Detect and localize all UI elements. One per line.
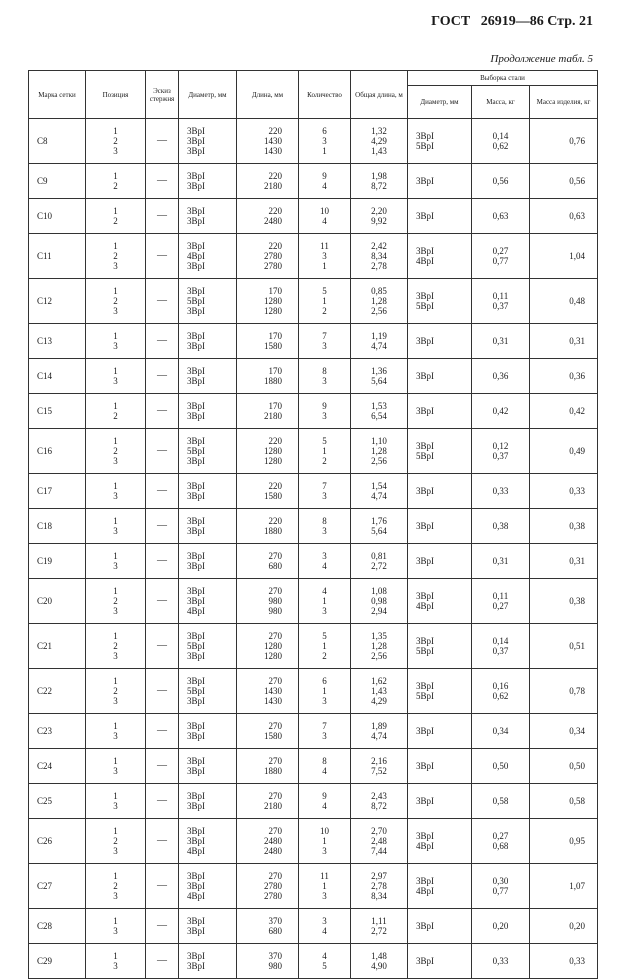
- cell-length: 270 2780 2780: [237, 864, 299, 909]
- cell-diameter: 3ВрI 3ВрI: [179, 199, 237, 234]
- cell-position: 1 2 3: [86, 624, 146, 669]
- cell-sel-mass: 0,20: [472, 909, 530, 944]
- cell-total-length: 2,70 2,48 7,44: [351, 819, 408, 864]
- cell-sel-mass: 0,31: [472, 544, 530, 579]
- cell-length: 270 680: [237, 544, 299, 579]
- col-diameter: Диаметр, мм: [179, 71, 237, 119]
- col-sel-mass: Масса, кг: [472, 86, 530, 119]
- table-row: [29, 714, 598, 749]
- cell-sel-mass: 0,27 0,77: [472, 234, 530, 279]
- cell-item-mass: 0,63: [530, 199, 598, 234]
- cell-position: 1 2: [86, 164, 146, 199]
- cell-total-length: 1,36 5,64: [351, 359, 408, 394]
- cell-item-mass: 0,38: [530, 509, 598, 544]
- cell-total-length: 2,16 7,52: [351, 749, 408, 784]
- table-row: [29, 324, 598, 359]
- col-quantity: Количество: [299, 71, 351, 119]
- cell-sel-mass: 0,50: [472, 749, 530, 784]
- table-row: [29, 864, 598, 909]
- cell-sel-mass: 0,33: [472, 944, 530, 979]
- cell-quantity: 8 4: [299, 749, 351, 784]
- cell-position: 1 2 3: [86, 119, 146, 164]
- cell-length: 370 680: [237, 909, 299, 944]
- col-group-steel: Выборка стали: [408, 71, 598, 86]
- cell-sel-diameter: 3ВрI: [408, 474, 472, 509]
- cell-sel-diameter: 3ВрI 5ВрI: [408, 429, 472, 474]
- cell-quantity: 10 1 3: [299, 819, 351, 864]
- cell-sel-mass: 0,11 0,27: [472, 579, 530, 624]
- cell-diameter: 3ВрI 3ВрI: [179, 164, 237, 199]
- cell-total-length: 1,19 4,74: [351, 324, 408, 359]
- cell-position: 1 3: [86, 359, 146, 394]
- cell-length: 170 2180: [237, 394, 299, 429]
- cell-quantity: 4 5: [299, 944, 351, 979]
- cell-sel-mass: 0,36: [472, 359, 530, 394]
- cell-sketch: —: [146, 359, 179, 394]
- cell-position: 1 3: [86, 909, 146, 944]
- cell-sel-diameter: 3ВрI 4ВрI: [408, 234, 472, 279]
- cell-position: 1 2 3: [86, 279, 146, 324]
- cell-item-mass: 0,20: [530, 909, 598, 944]
- cell-mark: С19: [29, 544, 86, 579]
- cell-item-mass: 0,78: [530, 669, 598, 714]
- cell-sel-diameter: 3ВрI: [408, 164, 472, 199]
- table-row: [29, 544, 598, 579]
- cell-diameter: 3ВрI 3ВрI: [179, 749, 237, 784]
- cell-item-mass: 0,42: [530, 394, 598, 429]
- cell-total-length: 2,43 8,72: [351, 784, 408, 819]
- cell-quantity: 11 3 1: [299, 234, 351, 279]
- table-row: [29, 119, 598, 164]
- cell-item-mass: 1,04: [530, 234, 598, 279]
- cell-mark: С28: [29, 909, 86, 944]
- table-row: [29, 359, 598, 394]
- cell-sketch: —: [146, 669, 179, 714]
- table-row: [29, 784, 598, 819]
- cell-diameter: 3ВрI 5ВрI 3ВрI: [179, 669, 237, 714]
- cell-sketch: —: [146, 324, 179, 359]
- table-row: [29, 819, 598, 864]
- cell-length: 220 1430 1430: [237, 119, 299, 164]
- cell-length: 220 1880: [237, 509, 299, 544]
- cell-sketch: —: [146, 429, 179, 474]
- cell-diameter: 3ВрI 3ВрI: [179, 359, 237, 394]
- cell-mark: С27: [29, 864, 86, 909]
- cell-total-length: 2,42 8,34 2,78: [351, 234, 408, 279]
- cell-mark: С29: [29, 944, 86, 979]
- cell-diameter: 3ВрI 3ВрI: [179, 944, 237, 979]
- cell-mark: С18: [29, 509, 86, 544]
- cell-total-length: 1,11 2,72: [351, 909, 408, 944]
- cell-sketch: —: [146, 474, 179, 509]
- cell-sel-diameter: 3ВрI 5ВрI: [408, 279, 472, 324]
- cell-diameter: 3ВрI 4ВрI 3ВрI: [179, 234, 237, 279]
- cell-diameter: 3ВрI 5ВрI 3ВрI: [179, 279, 237, 324]
- cell-length: 170 1580: [237, 324, 299, 359]
- table-row: [29, 909, 598, 944]
- cell-diameter: 3ВрI 3ВрI 4ВрI: [179, 579, 237, 624]
- cell-item-mass: 0,51: [530, 624, 598, 669]
- cell-position: 1 2: [86, 199, 146, 234]
- cell-length: 220 2480: [237, 199, 299, 234]
- cell-sketch: —: [146, 944, 179, 979]
- cell-sketch: —: [146, 864, 179, 909]
- cell-length: 270 1430 1430: [237, 669, 299, 714]
- cell-total-length: 2,97 2,78 8,34: [351, 864, 408, 909]
- cell-total-length: 2,20 9,92: [351, 199, 408, 234]
- cell-item-mass: 0,34: [530, 714, 598, 749]
- cell-sel-diameter: 3ВрI 4ВрI: [408, 864, 472, 909]
- cell-position: 1 3: [86, 944, 146, 979]
- cell-mark: С16: [29, 429, 86, 474]
- cell-quantity: 4 1 3: [299, 579, 351, 624]
- table-row: [29, 509, 598, 544]
- cell-mark: С8: [29, 119, 86, 164]
- cell-quantity: 11 1 3: [299, 864, 351, 909]
- cell-position: 1 2 3: [86, 429, 146, 474]
- cell-total-length: 1,89 4,74: [351, 714, 408, 749]
- cell-length: 170 1880: [237, 359, 299, 394]
- table-row: [29, 579, 598, 624]
- gost-number: 26919—86: [480, 14, 544, 29]
- cell-sel-diameter: 3ВрI 4ВрI: [408, 819, 472, 864]
- cell-sketch: —: [146, 579, 179, 624]
- cell-total-length: 1,32 4,29 1,43: [351, 119, 408, 164]
- cell-sel-mass: 0,33: [472, 474, 530, 509]
- cell-item-mass: 0,95: [530, 819, 598, 864]
- cell-sketch: —: [146, 509, 179, 544]
- cell-diameter: 3ВрI 3ВрI 3ВрI: [179, 119, 237, 164]
- cell-mark: С25: [29, 784, 86, 819]
- cell-quantity: 8 3: [299, 509, 351, 544]
- cell-mark: С24: [29, 749, 86, 784]
- cell-quantity: 7 3: [299, 324, 351, 359]
- cell-sel-diameter: 3ВрI 5ВрI: [408, 119, 472, 164]
- cell-length: 270 1580: [237, 714, 299, 749]
- col-sketch: Эскиз стержня: [146, 71, 179, 119]
- cell-quantity: 5 1 2: [299, 429, 351, 474]
- cell-item-mass: 0,50: [530, 749, 598, 784]
- cell-sel-diameter: 3ВрI: [408, 359, 472, 394]
- col-length: Длина, мм: [237, 71, 299, 119]
- cell-sel-mass: 0,34: [472, 714, 530, 749]
- cell-length: 270 2180: [237, 784, 299, 819]
- cell-sel-mass: 0,63: [472, 199, 530, 234]
- cell-position: 1 2 3: [86, 864, 146, 909]
- cell-sel-diameter: 3ВрI: [408, 324, 472, 359]
- cell-diameter: 3ВрI 5ВрI 3ВрI: [179, 624, 237, 669]
- cell-quantity: 3 4: [299, 909, 351, 944]
- cell-length: 220 1580: [237, 474, 299, 509]
- cell-sel-mass: 0,56: [472, 164, 530, 199]
- cell-item-mass: 0,33: [530, 944, 598, 979]
- cell-item-mass: 0,56: [530, 164, 598, 199]
- cell-sel-mass: 0,16 0,62: [472, 669, 530, 714]
- cell-sel-diameter: 3ВрI 4ВрI: [408, 579, 472, 624]
- col-sel-diameter: Диаметр, мм: [408, 86, 472, 119]
- cell-mark: С10: [29, 199, 86, 234]
- cell-total-length: 1,10 1,28 2,56: [351, 429, 408, 474]
- cell-quantity: 8 3: [299, 359, 351, 394]
- cell-quantity: 7 3: [299, 714, 351, 749]
- cell-item-mass: 0,38: [530, 579, 598, 624]
- cell-diameter: 3ВрI 3ВрI 4ВрI: [179, 819, 237, 864]
- cell-item-mass: 0,31: [530, 324, 598, 359]
- cell-length: 270 980 980: [237, 579, 299, 624]
- col-total-length: Общая длина, м: [351, 71, 408, 119]
- cell-item-mass: 0,48: [530, 279, 598, 324]
- cell-item-mass: 0,33: [530, 474, 598, 509]
- cell-sketch: —: [146, 714, 179, 749]
- cell-diameter: 3ВрI 3ВрI: [179, 544, 237, 579]
- table-row: [29, 164, 598, 199]
- cell-diameter: 3ВрI 3ВрI: [179, 324, 237, 359]
- cell-sketch: —: [146, 279, 179, 324]
- cell-quantity: 9 4: [299, 784, 351, 819]
- table-body: [29, 119, 598, 979]
- table-row: [29, 199, 598, 234]
- table-row: [29, 624, 598, 669]
- cell-total-length: 1,98 8,72: [351, 164, 408, 199]
- cell-diameter: 3ВрI 3ВрI: [179, 784, 237, 819]
- cell-sel-mass: 0,14 0,62: [472, 119, 530, 164]
- cell-diameter: 3ВрI 3ВрI: [179, 474, 237, 509]
- cell-position: 1 2 3: [86, 234, 146, 279]
- cell-diameter: 3ВрI 3ВрI: [179, 714, 237, 749]
- cell-position: 1 3: [86, 714, 146, 749]
- cell-diameter: 3ВрI 3ВрI: [179, 509, 237, 544]
- cell-mark: С9: [29, 164, 86, 199]
- cell-item-mass: 0,58: [530, 784, 598, 819]
- cell-sel-mass: 0,31: [472, 324, 530, 359]
- table-row: [29, 394, 598, 429]
- cell-quantity: 6 3 1: [299, 119, 351, 164]
- cell-item-mass: 0,76: [530, 119, 598, 164]
- cell-sketch: —: [146, 394, 179, 429]
- cell-length: 270 1280 1280: [237, 624, 299, 669]
- cell-diameter: 3ВрI 5ВрI 3ВрI: [179, 429, 237, 474]
- col-position: Позиция: [86, 71, 146, 119]
- cell-mark: С20: [29, 579, 86, 624]
- cell-mark: С22: [29, 669, 86, 714]
- cell-sel-diameter: 3ВрI: [408, 199, 472, 234]
- cell-mark: С13: [29, 324, 86, 359]
- cell-sel-diameter: 3ВрI: [408, 544, 472, 579]
- cell-sel-diameter: 3ВрI: [408, 909, 472, 944]
- cell-sel-mass: 0,11 0,37: [472, 279, 530, 324]
- cell-sketch: —: [146, 119, 179, 164]
- cell-total-length: 1,53 6,54: [351, 394, 408, 429]
- table-row: [29, 669, 598, 714]
- cell-total-length: 0,85 1,28 2,56: [351, 279, 408, 324]
- cell-length: 220 2780 2780: [237, 234, 299, 279]
- col-mark: Марка сетки: [29, 71, 86, 119]
- page-header: [431, 14, 593, 30]
- cell-length: 270 1880: [237, 749, 299, 784]
- cell-sel-diameter: 3ВрI: [408, 749, 472, 784]
- cell-position: 1 3: [86, 474, 146, 509]
- cell-sel-mass: 0,30 0,77: [472, 864, 530, 909]
- cell-sel-diameter: 3ВрI 5ВрI: [408, 669, 472, 714]
- cell-diameter: 3ВрI 3ВрI 4ВрI: [179, 864, 237, 909]
- gost-label: ГОСТ: [431, 14, 471, 29]
- cell-length: 220 2180: [237, 164, 299, 199]
- table-row: [29, 429, 598, 474]
- cell-mark: С15: [29, 394, 86, 429]
- cell-mark: С26: [29, 819, 86, 864]
- cell-mark: С14: [29, 359, 86, 394]
- cell-mark: С23: [29, 714, 86, 749]
- cell-sel-mass: 0,12 0,37: [472, 429, 530, 474]
- cell-item-mass: 0,31: [530, 544, 598, 579]
- table-row: [29, 749, 598, 784]
- cell-position: 1 3: [86, 784, 146, 819]
- cell-sel-diameter: 3ВрI: [408, 394, 472, 429]
- cell-diameter: 3ВрI 3ВрI: [179, 909, 237, 944]
- table-row: [29, 474, 598, 509]
- table-row: [29, 234, 598, 279]
- cell-mark: С11: [29, 234, 86, 279]
- cell-quantity: 10 4: [299, 199, 351, 234]
- cell-length: 220 1280 1280: [237, 429, 299, 474]
- cell-sketch: —: [146, 234, 179, 279]
- cell-total-length: 1,62 1,43 4,29: [351, 669, 408, 714]
- cell-sel-diameter: 3ВрI: [408, 714, 472, 749]
- table-continuation-note: Продолжение табл. 5: [490, 53, 593, 65]
- cell-position: 1 3: [86, 544, 146, 579]
- page-number: Стр. 21: [547, 14, 593, 29]
- cell-mark: С17: [29, 474, 86, 509]
- cell-diameter: 3ВрI 3ВрI: [179, 394, 237, 429]
- col-item-mass: Масса изделия, кг: [530, 86, 598, 119]
- cell-item-mass: 1,07: [530, 864, 598, 909]
- cell-sel-mass: 0,42: [472, 394, 530, 429]
- cell-length: 170 1280 1280: [237, 279, 299, 324]
- cell-sketch: —: [146, 164, 179, 199]
- cell-sel-diameter: 3ВрI: [408, 944, 472, 979]
- cell-item-mass: 0,49: [530, 429, 598, 474]
- cell-position: 1 3: [86, 324, 146, 359]
- table-row: [29, 279, 598, 324]
- cell-sel-mass: 0,58: [472, 784, 530, 819]
- cell-item-mass: 0,36: [530, 359, 598, 394]
- cell-sketch: —: [146, 909, 179, 944]
- cell-position: 1 2 3: [86, 579, 146, 624]
- cell-position: 1 2 3: [86, 819, 146, 864]
- cell-sketch: —: [146, 624, 179, 669]
- cell-quantity: 5 1 2: [299, 279, 351, 324]
- cell-length: 370 980: [237, 944, 299, 979]
- cell-total-length: 1,54 4,74: [351, 474, 408, 509]
- cell-total-length: 1,48 4,90: [351, 944, 408, 979]
- cell-quantity: 9 3: [299, 394, 351, 429]
- cell-sel-diameter: 3ВрI: [408, 784, 472, 819]
- cell-quantity: 7 3: [299, 474, 351, 509]
- cell-quantity: 6 1 3: [299, 669, 351, 714]
- cell-position: 1 3: [86, 509, 146, 544]
- cell-sel-mass: 0,38: [472, 509, 530, 544]
- cell-quantity: 9 4: [299, 164, 351, 199]
- cell-total-length: 1,76 5,64: [351, 509, 408, 544]
- cell-mark: С12: [29, 279, 86, 324]
- cell-sketch: —: [146, 199, 179, 234]
- cell-length: 270 2480 2480: [237, 819, 299, 864]
- cell-total-length: 1,08 0,98 2,94: [351, 579, 408, 624]
- cell-position: 1 2: [86, 394, 146, 429]
- table-row: [29, 944, 598, 979]
- cell-quantity: 5 1 2: [299, 624, 351, 669]
- cell-sketch: —: [146, 819, 179, 864]
- cell-sel-mass: 0,27 0,68: [472, 819, 530, 864]
- cell-quantity: 3 4: [299, 544, 351, 579]
- cell-position: 1 3: [86, 749, 146, 784]
- cell-position: 1 2 3: [86, 669, 146, 714]
- cell-sketch: —: [146, 749, 179, 784]
- cell-sketch: —: [146, 784, 179, 819]
- cell-sketch: —: [146, 544, 179, 579]
- cell-total-length: 0,81 2,72: [351, 544, 408, 579]
- cell-mark: С21: [29, 624, 86, 669]
- cell-total-length: 1,35 1,28 2,56: [351, 624, 408, 669]
- cell-sel-mass: 0,14 0,37: [472, 624, 530, 669]
- cell-sel-diameter: 3ВрI 5ВрI: [408, 624, 472, 669]
- cell-sel-diameter: 3ВрI: [408, 509, 472, 544]
- steel-table: [28, 70, 598, 979]
